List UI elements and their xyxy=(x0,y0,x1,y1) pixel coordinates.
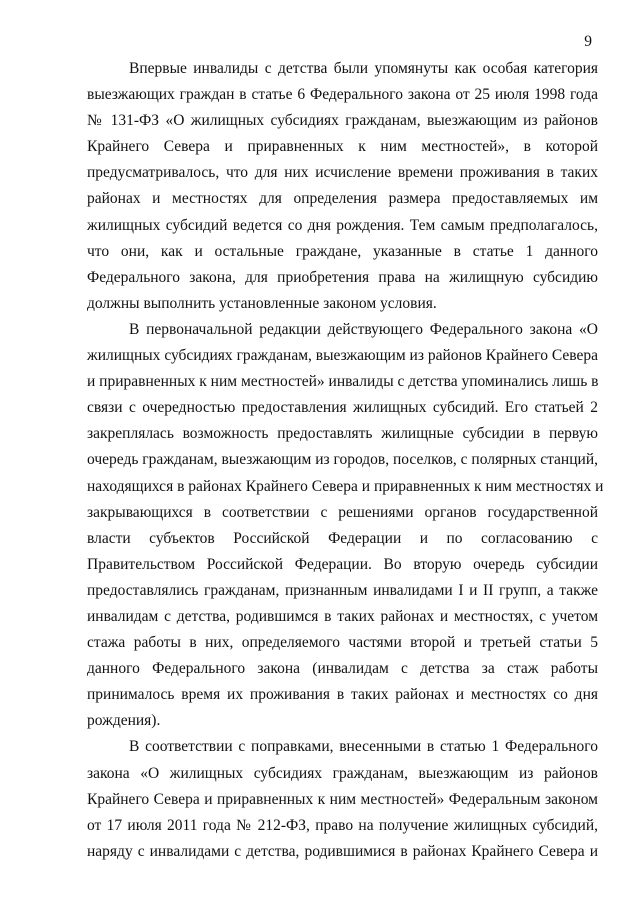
paragraph-2-line: связи с очередностью предоставления жилищных субсидий. Его статьей 2 xyxy=(87,399,598,417)
paragraph-2-line: инвалидам с детства, родившимся в таких районах и местностях, с учетом xyxy=(87,607,598,625)
paragraph-3-line: закона «О жилищных субсидиях гражданам, выезжающим из районов xyxy=(87,764,598,782)
paragraph-1-line: Крайнего Севера и приравненных к ним местностей», в которой xyxy=(87,138,598,156)
paragraph-3-line: В соответствии с поправками, внесенными в статью 1 Федерального xyxy=(129,738,598,756)
paragraph-2-line: закрывающихся в соответствии с решениями органов государственной xyxy=(87,503,598,521)
paragraph-1-line: выезжающих граждан в статье 6 Федерального закона от 25 июля 1998 года xyxy=(87,86,598,104)
paragraph-1-line: должны выполнить установленные законом условия. xyxy=(87,294,437,312)
body-text xyxy=(87,56,604,865)
paragraph-1-line: жилищных субсидий ведется со дня рождения. Тем самым предполагалось, xyxy=(87,216,598,234)
paragraph-2-line: закреплялась возможность предоставлять жилищные субсидии в первую xyxy=(87,425,598,443)
paragraph-1-line: Федерального закона, для приобретения права на жилищную субсидию xyxy=(87,268,598,286)
paragraph-2-line: и приравненных к ним местностей» инвалиды с детства упоминались лишь в xyxy=(87,373,599,391)
paragraph-1-line: что они, как и остальные граждане, указанные в статье 1 данного xyxy=(87,242,598,260)
paragraph-3-line: наряду с инвалидами с детства, родившимися в районах Крайнего Севера и xyxy=(87,842,598,860)
paragraph-3-line: Крайнего Севера и приравненных к ним местностей» Федеральным законом xyxy=(87,790,598,808)
paragraph-1-line: предусматривалось, что для них исчисление времени проживания в таких xyxy=(87,164,598,182)
paragraph-1-line: № 131-ФЗ «О жилищных субсидиях гражданам, выезжающим из районов xyxy=(87,112,598,130)
paragraph-2-line: предоставлялись гражданам, признанным инвалидами I и II групп, а также xyxy=(87,581,598,599)
paragraph-2-line: рождения). xyxy=(87,712,161,730)
page-number: 9 xyxy=(584,33,592,50)
paragraph-2-line: данного Федерального закона (инвалидам с детства за стаж работы xyxy=(87,660,598,678)
paragraph-2-line: власти субъектов Российской Федерации и по согласованию с xyxy=(87,529,598,547)
paragraph-2-line: стажа работы в них, определяемого частями второй и третьей статьи 5 xyxy=(87,634,598,652)
paragraph-3-line: от 17 июля 2011 года № 212-ФЗ, право на получение жилищных субсидий, xyxy=(87,816,598,834)
paragraph-1-line: Впервые инвалиды с детства были упомянуты как особая категория xyxy=(129,60,598,77)
paragraph-2-line: принималось время их проживания в таких районах и местностях со дня xyxy=(87,686,598,704)
paragraph-2-line: В первоначальной редакции действующего Федерального закона «О xyxy=(129,320,598,338)
paragraph-2-line: очередь гражданам, выезжающим из городов, поселков, с полярных станций, xyxy=(87,451,598,469)
paragraph-1-line: районах и местностях для определения размера предоставляемых им xyxy=(87,190,598,208)
paragraph-2-line: Правительством Российской Федерации. Во вторую очередь субсидии xyxy=(87,555,598,573)
paragraph-2-line: находящихся в районах Крайнего Севера и приравненных к ним местностях и xyxy=(87,477,604,495)
paragraph-2-line: жилищных субсидиях гражданам, выезжающим из районов Крайнего Севера xyxy=(87,347,598,365)
